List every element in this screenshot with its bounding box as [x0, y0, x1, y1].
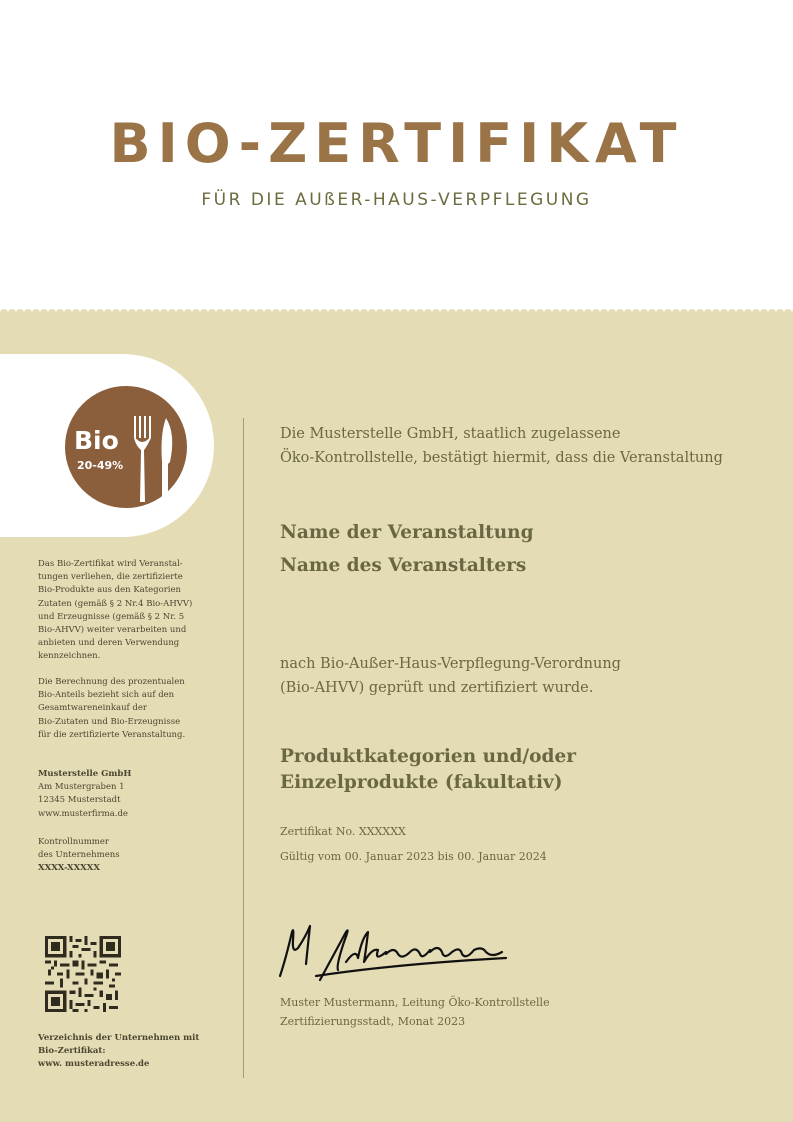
intro-line: Die Musterstelle GmbH, staatlich zugelassene	[280, 426, 621, 442]
sidebar-paragraph-2	[38, 676, 208, 742]
sidebar-directory	[38, 1032, 208, 1072]
regulation-text	[280, 652, 780, 700]
certificate-header	[0, 0, 793, 310]
sidebar-text-line: Die Berechnung des prozentualen	[38, 677, 185, 687]
sidebar-text-line: Zutaten (gemäß § 2 Nr.4 Bio-AHVV)	[38, 598, 193, 609]
control-number-label: des Unternehmens	[38, 850, 120, 861]
certificate-number: Zertifikat No. XXXXXX	[280, 825, 406, 838]
company-street: Am Mustergraben 1	[38, 782, 125, 793]
directory-label: Verzeichnis der Unternehmen mit	[38, 1033, 200, 1043]
sidebar-text-line: tungen verliehen, die zertifizierte	[38, 572, 183, 583]
control-number: XXXX-XXXXX	[38, 863, 100, 874]
sidebar-text-line: Das Bio-Zertifikat wird Veranstal-	[38, 559, 183, 569]
sidebar-text-line: für die zertifizierte Veranstaltung.	[38, 729, 186, 740]
sidebar-text-line: kennzeichnen.	[38, 651, 101, 662]
signature	[276, 918, 512, 984]
sidebar-paragraph-1	[38, 558, 208, 664]
place-date: Zertifizierungsstadt, Monat 2023	[280, 1015, 466, 1028]
event-name: Name der Veranstaltung	[280, 522, 534, 543]
organizer-name: Name des Veranstalters	[280, 555, 527, 576]
product-categories-line: Einzelprodukte (fakultativ)	[280, 772, 563, 793]
sidebar-text-line: Bio-AHVV) weiter verarbeiten und	[38, 625, 187, 636]
bio-logo-label: Bio	[74, 426, 119, 455]
sidebar-text-line: Bio-Produkte aus den Kategorien	[38, 585, 182, 596]
sidebar-control-number	[38, 836, 208, 876]
bio-logo-percent: 20-49%	[77, 459, 124, 472]
sidebar-text-line: Bio-Anteils bezieht sich auf den	[38, 690, 175, 701]
directory-url: www. musteradresse.de	[38, 1059, 150, 1070]
certificate-title: BIO-ZERTIFIKAT	[109, 112, 684, 175]
intro-text	[280, 422, 780, 470]
validity-period: Gültig vom 00. Januar 2023 bis 00. Januar 2024	[280, 850, 547, 863]
company-city: 12345 Musterstadt	[38, 795, 121, 806]
column-divider	[243, 418, 244, 1078]
regulation-line: (Bio-AHVV) geprüft und zertifiziert wurde.	[280, 680, 594, 696]
sidebar-text-line: und Erzeugnisse (gemäß § 2 Nr. 5	[38, 611, 185, 622]
signer-name: Muster Mustermann, Leitung Öko-Kontrollstelle	[280, 996, 550, 1009]
sidebar-company-address	[38, 768, 208, 821]
company-name: Musterstelle GmbH	[38, 769, 132, 779]
regulation-line: nach Bio-Außer-Haus-Verpflegung-Verordnung	[280, 656, 621, 672]
qr-code	[45, 936, 121, 1012]
sidebar-text-line: Bio-Zutaten und Bio-Erzeugnisse	[38, 716, 181, 727]
certificate-subtitle: FÜR DIE AUßER-HAUS-VERPFLEGUNG	[201, 190, 592, 210]
company-website: www.musterfirma.de	[38, 808, 128, 819]
sidebar-text-line: anbieten und deren Verwendung	[38, 638, 180, 649]
fork-knife-icon	[130, 414, 176, 506]
product-categories-line: Produktkategorien und/oder	[280, 746, 576, 767]
sidebar-text-line: Gesamtwareneinkauf der	[38, 703, 147, 714]
control-number-label: Kontrollnummer	[38, 837, 109, 847]
directory-label: Bio-Zertifikat:	[38, 1046, 106, 1057]
intro-line: Öko-Kontrollstelle, bestätigt hiermit, dass die Veranstaltung	[280, 450, 723, 466]
product-categories	[280, 744, 760, 796]
